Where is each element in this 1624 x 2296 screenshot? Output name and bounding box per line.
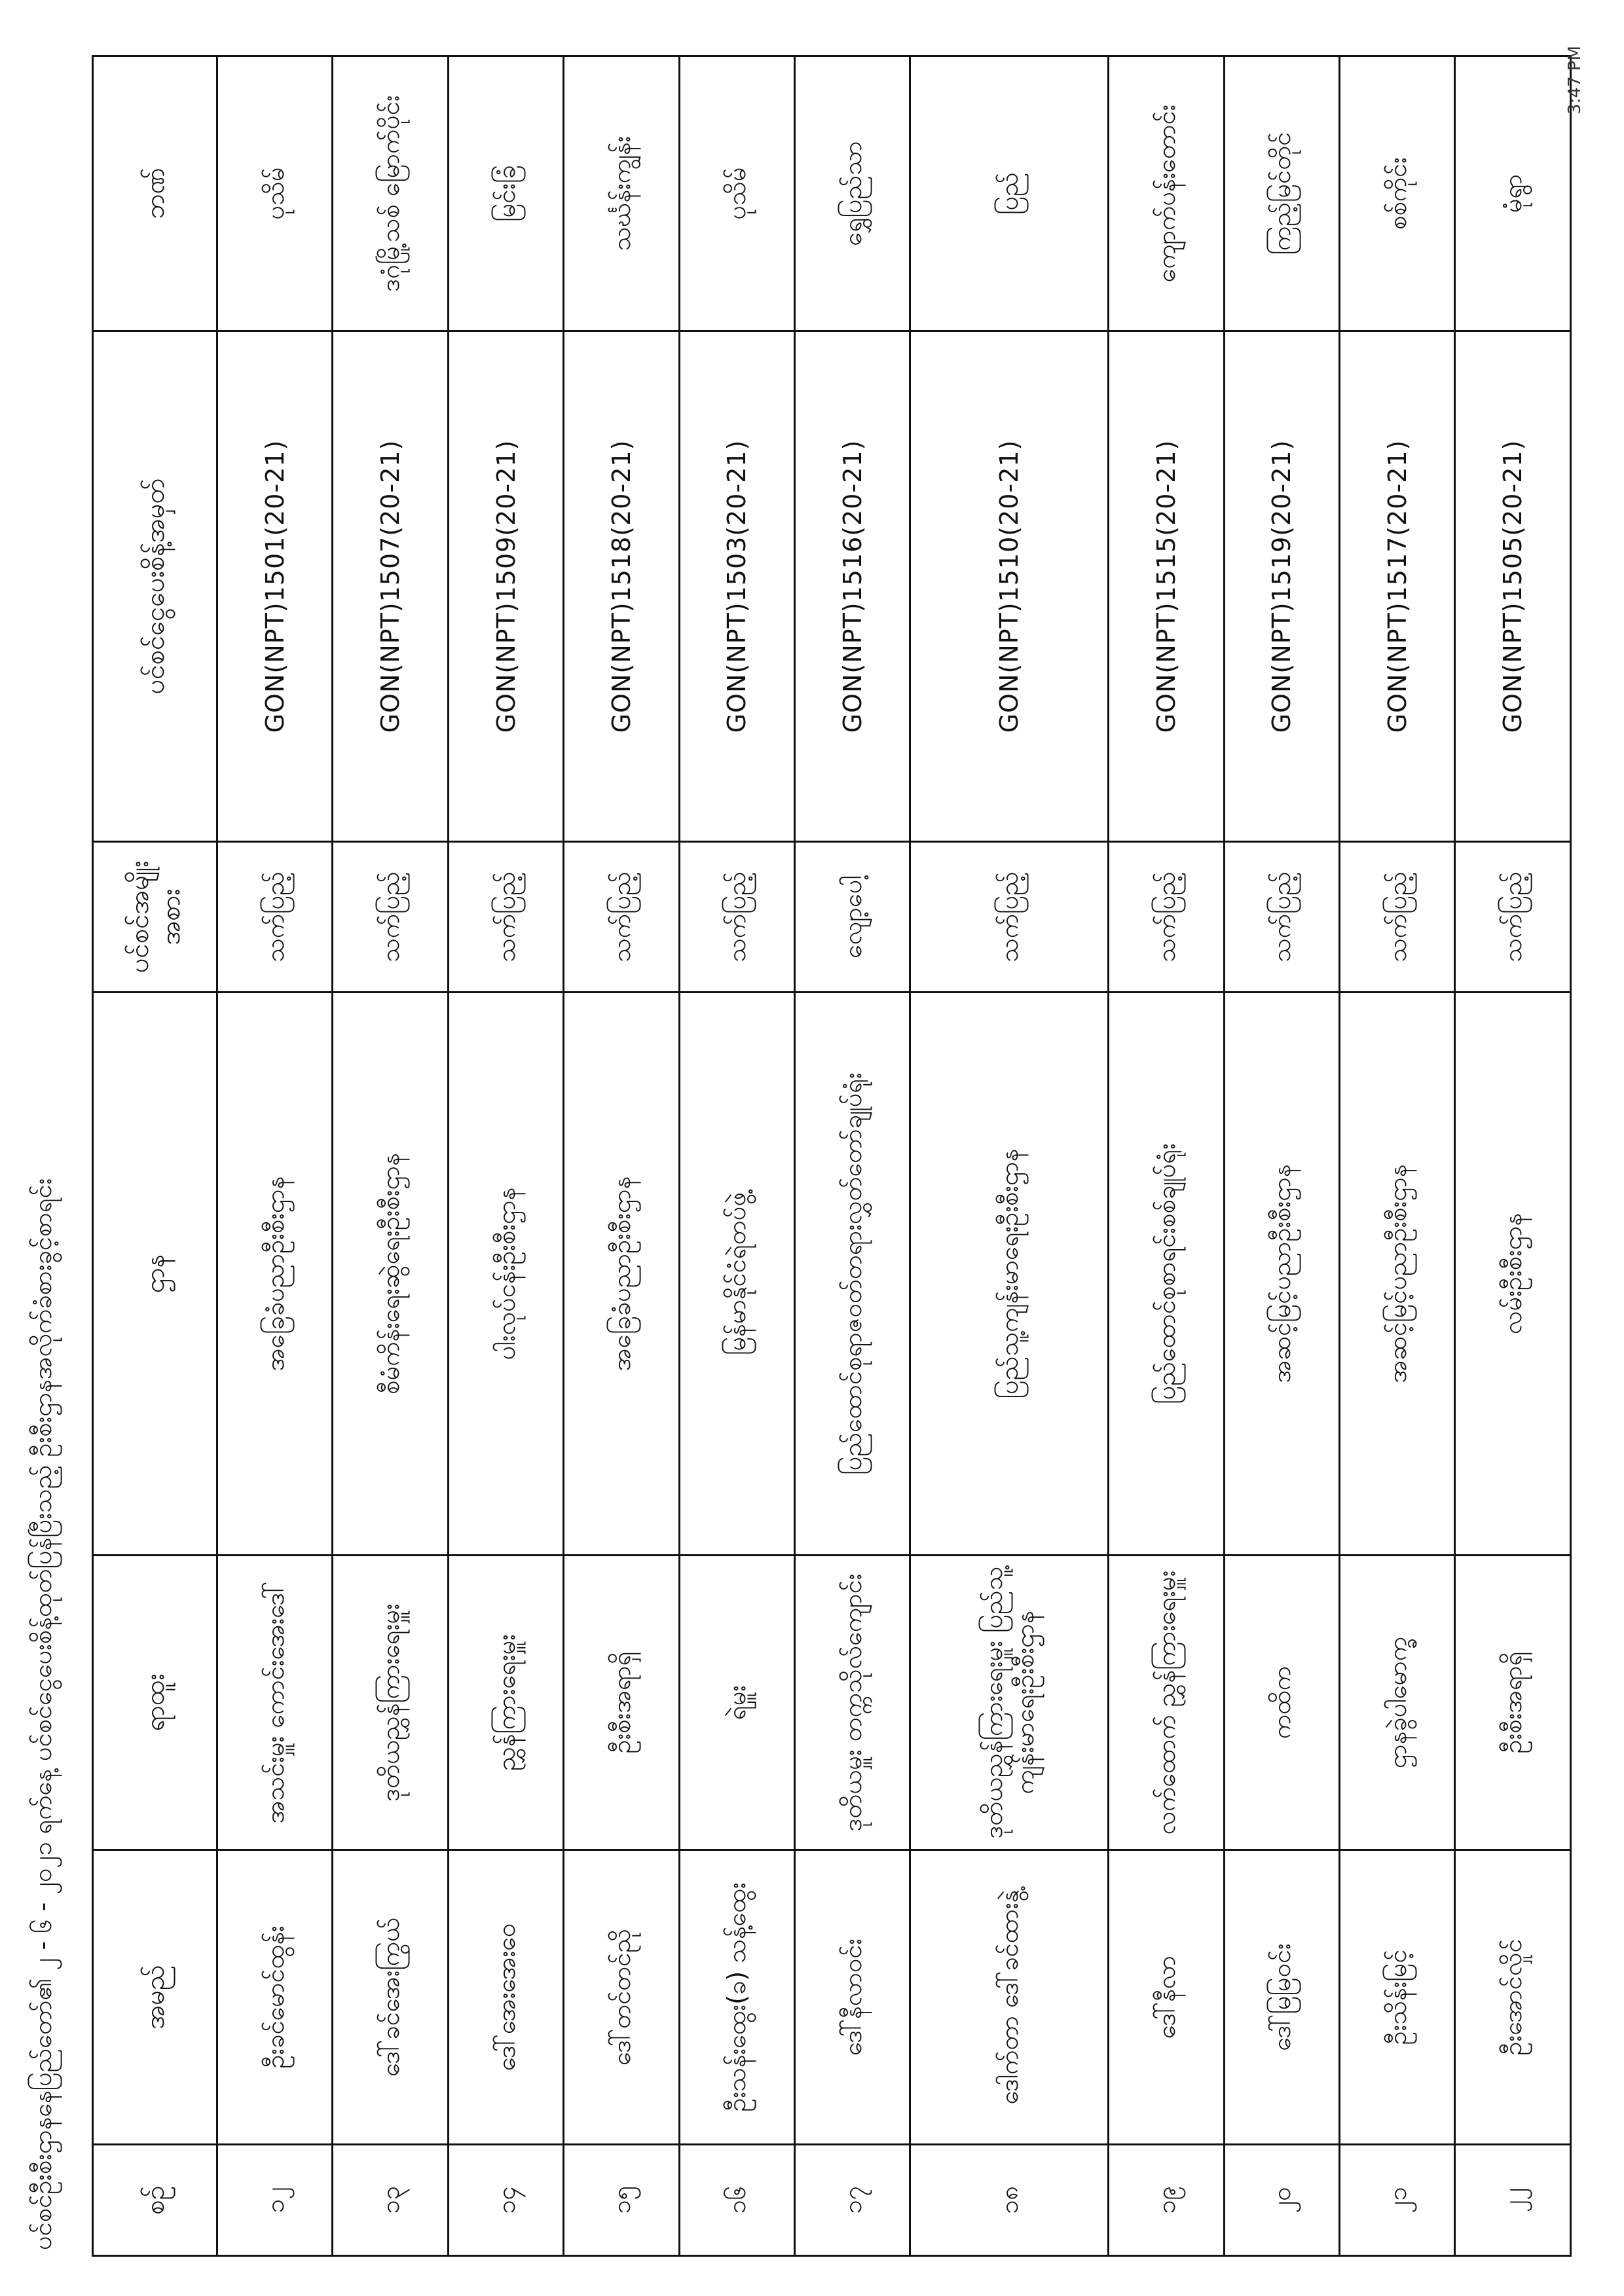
cell-order-no: GON(NPT)1519(20-21) — [1224, 331, 1339, 842]
cell-department: လမ်းဦးစီးဌာန — [1455, 993, 1571, 1556]
cell-name: ဒေါ်မြမြဝင်း — [1224, 1850, 1339, 2145]
cell-department: အဆင့်မြင့်ပညာဦးစီးဌာန — [1340, 993, 1455, 1556]
cell-township: ပုသိမ် — [679, 56, 794, 331]
cell-position: လက်ထောက် ညွှန်ကြားရေးမှူး — [1109, 1556, 1224, 1850]
table-row — [1455, 56, 1571, 2256]
cell-name: ဦးသန်းထွေး(ခ) သန့်ထွေး — [679, 1850, 794, 2145]
table-row — [910, 56, 1109, 2256]
cell-position: ဦးစီးအရာရှိ — [1455, 1556, 1571, 1850]
page-title: ပင်စင်ဦးစီးဌာနနေပြည်တော်၏ ၂ - ၆ - ၂၀၂၁ ရက်နေ့ ပင်စင်ငွေပေးစိန့်ထုတ်ပြန်ပြီးသည့် ဦးစီးဌာနအလိုက်ခံစားခွင့်စာရင်း — [28, 1178, 57, 2250]
cell-name: ဦးခင်မောင်ထွန်း — [217, 1850, 333, 2145]
table-row — [1340, 56, 1455, 2256]
cell-township: စစ်ကိုင်း — [1340, 56, 1455, 331]
cell-pension-type: သက်ပြည့် — [333, 842, 448, 993]
cell-position: ညွှန်ကြားရေးမှူး — [448, 1556, 563, 1850]
cell-name: ဒေါ်နီလာဝင်း — [795, 1850, 910, 2145]
pension-table — [92, 55, 1572, 2257]
cell-department: ပြည်သူ့ကျန်းမာရေးဦးစီးဌာန — [910, 993, 1109, 1556]
header-position: ရာထူး — [93, 1556, 217, 1850]
cell-no: ၁၇ — [795, 2145, 910, 2256]
cell-name: ဒေါက်တာ ဒေါ်ခင်ထားနွဲ့ — [910, 1850, 1109, 2145]
cell-order-no: GON(NPT)1507(20-21) — [333, 331, 448, 842]
cell-township: မုံရွာ — [1455, 56, 1571, 331]
cell-no: ၂၀ — [1224, 2145, 1339, 2256]
cell-position: ကထိက — [1224, 1556, 1339, 1850]
header-no: စဉ် — [93, 2145, 217, 2256]
cell-township: ကြည့်မြင်တိုင် — [1224, 56, 1339, 331]
cell-order-no: GON(NPT)1515(20-21) — [1109, 331, 1224, 842]
table-body — [217, 56, 1571, 2256]
cell-no: ၂၁ — [1340, 2145, 1455, 2256]
cell-name: ဒေါ်ခင်အေးကြွယ် — [333, 1850, 448, 2145]
table-row — [448, 56, 563, 2256]
cell-department: စီမံကိန်းရေးဆွဲရေးဦးစီးဌာန — [333, 993, 448, 1556]
cell-position: ဒုတိယမှူး တက္ကသိုလ်ကျောင်း — [795, 1556, 910, 1850]
header-pension-type: ပင်စင်အမျိုးအစား — [93, 842, 217, 993]
cell-department: ပြည်ထောင်စုစာရင်းစစ်ချုပ်ရုံး — [1109, 993, 1224, 1556]
cell-department: အခြေခံပညာဦးစီးဌာန — [217, 993, 333, 1556]
header-department: ဌာန — [93, 993, 217, 1556]
table-row — [564, 56, 679, 2256]
cell-name: ဒေါ်နီလာ — [1109, 1850, 1224, 2145]
cell-pension-type: လျော့ပေါ့ — [795, 842, 910, 993]
header-name: အမည် — [93, 1850, 217, 2145]
cell-no: ၁၂ — [217, 2145, 333, 2256]
cell-no: ၁၆ — [679, 2145, 794, 2256]
table-row — [1224, 56, 1339, 2256]
cell-order-no: GON(NPT)1516(20-21) — [795, 331, 910, 842]
cell-order-no: GON(NPT)1503(20-21) — [679, 331, 794, 842]
cell-pension-type: သက်ပြည့် — [1455, 842, 1571, 993]
cell-no: ၁၃ — [333, 2145, 448, 2256]
cell-position: ဒုတိယညွှန်ကြားရေးမှူး — [333, 1556, 448, 1850]
cell-no: ၁၉ — [1109, 2145, 1224, 2256]
cell-township: ဒဂုံမြို့သစ် မြောက်ပိုင်း — [333, 56, 448, 331]
cell-pension-type: သက်ပြည့် — [910, 842, 1109, 993]
cell-department: အခြေခံပညာဦးစီးဌာန — [564, 993, 679, 1556]
cell-position: ဌာနခွဲပါမောက္ခ — [1340, 1556, 1455, 1850]
cell-name: ဒေါ်တင်တင်ညို — [564, 1850, 679, 2145]
cell-order-no: GON(NPT)1509(20-21) — [448, 331, 563, 842]
cell-township: သင်္ဃန်းကျွန်း — [564, 56, 679, 331]
cell-order-no: GON(NPT)1510(20-21) — [910, 331, 1109, 842]
table-row — [679, 56, 794, 2256]
table-header-row — [93, 56, 217, 2256]
cell-no: ၂၂ — [1455, 2145, 1571, 2256]
cell-position: ဦးစီးအရာရှိ — [564, 1556, 679, 1850]
cell-pension-type: သက်ပြည့် — [679, 842, 794, 993]
cell-department: ပြည်ထောင်စုရာဇဝတ်တရားလွှတ်တော်ချုပ်ရုံး — [795, 993, 910, 1556]
cell-pension-type: သက်ပြည့် — [1340, 842, 1455, 993]
cell-position: ရဲမှူး — [679, 1556, 794, 1850]
cell-department: မြန်မာနိုင်ငံရဲတပ်ဖွဲ့ — [679, 993, 794, 1556]
table-row — [795, 56, 910, 2256]
cell-pension-type: သက်ပြည့် — [217, 842, 333, 993]
table-row — [1109, 56, 1224, 2256]
cell-township: ကျောက်ပန်းတောင်း — [1109, 56, 1224, 331]
cell-pension-type: သက်ပြည့် — [564, 842, 679, 993]
cell-department: အဆင့်မြင့်ပညာဦးစီးဌာန — [1224, 993, 1339, 1556]
table-row — [217, 56, 333, 2256]
cell-order-no: GON(NPT)1505(20-21) — [1455, 331, 1571, 842]
cell-order-no: GON(NPT)1518(20-21) — [564, 331, 679, 842]
cell-township: ပုသိမ် — [217, 56, 333, 331]
scan-timestamp: 3:47 PM — [1565, 46, 1585, 115]
cell-order-no: GON(NPT)1517(20-21) — [1340, 331, 1455, 842]
cell-township: ပြည် — [910, 56, 1109, 331]
header-order-no: ပင်စင်ငွေပေးစိန့်အမှတ် — [93, 331, 217, 842]
cell-order-no: GON(NPT)1501(20-21) — [217, 331, 333, 842]
cell-name: ဒေါ်အေးအေးဝေ — [448, 1850, 563, 2145]
header-township: ဘဏ် — [93, 56, 217, 331]
cell-name: ဦးအောင်လှိုင် — [1455, 1850, 1571, 2145]
cell-no: ၁၅ — [564, 2145, 679, 2256]
cell-pension-type: သက်ပြည့် — [1109, 842, 1224, 993]
cell-position: ဒုတိယညွှန်ကြားရေးမှူး ပြည်သူ့ကျန်းမာရေးဦးစီးဌာန — [910, 1556, 1109, 1850]
cell-name: ဦးသိန်းမြင့် — [1340, 1850, 1455, 2145]
cell-department: ပါးလုပ်ငန်းဦးစီးဌာန — [448, 993, 563, 1556]
cell-pension-type: သက်ပြည့် — [448, 842, 563, 993]
cell-township: မြင်းခြံ — [448, 56, 563, 331]
table-row — [333, 56, 448, 2256]
cell-position: အသင်းမှူး ကောင်းအေးဒေါ် — [217, 1556, 333, 1850]
cell-township: ရွှေပြည်သာ — [795, 56, 910, 331]
cell-pension-type: သက်ပြည့် — [1224, 842, 1339, 993]
cell-no: ၁၄ — [448, 2145, 563, 2256]
cell-no: ၁၈ — [910, 2145, 1109, 2256]
